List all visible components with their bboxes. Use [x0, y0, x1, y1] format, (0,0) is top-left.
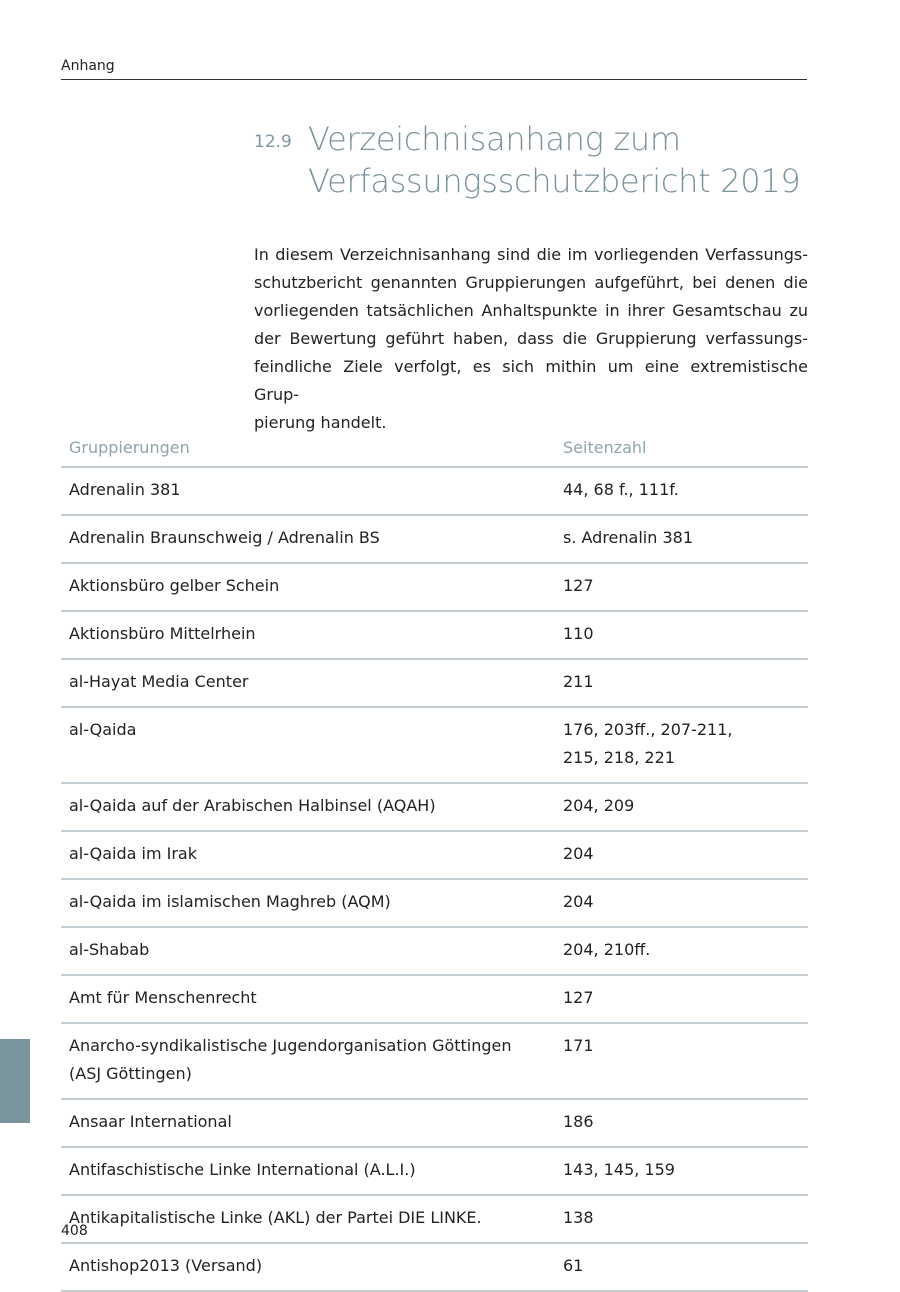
group-name: al-Qaida [61, 707, 546, 783]
page-refs: 176, 203ff., 207-211, 215, 218, 221 [546, 707, 808, 783]
group-name: Aktionsbüro Mittelrhein [61, 611, 546, 659]
table-row [61, 1147, 808, 1195]
page-refs: 127 [546, 975, 808, 1023]
page-refs: s. Adrenalin 381 [546, 515, 808, 563]
intro-line: vorliegenden tatsächlichen Anhaltspunkte in ihrer Gesamtschau zu [254, 301, 808, 320]
table-row [61, 783, 808, 831]
intro-line: der Bewertung geführt haben, dass die Gruppierung verfassungs- [254, 329, 808, 348]
page-refs: 110 [546, 611, 808, 659]
group-name: Aktionsbüro gelber Schein [61, 563, 546, 611]
group-name: Ansaar International [61, 1099, 546, 1147]
table-row [61, 1243, 808, 1291]
group-name: al-Hayat Media Center [61, 659, 546, 707]
page-refs: 61 [546, 1243, 808, 1291]
column-header-group: Gruppierungen [61, 428, 546, 467]
table-row [61, 927, 808, 975]
table-row [61, 563, 808, 611]
group-name: Antikapitalistische Linke (AKL) der Partei DIE LINKE. [61, 1195, 546, 1243]
group-name: al-Qaida im islamischen Maghreb (AQM) [61, 879, 546, 927]
table-row [61, 659, 808, 707]
group-name: Antifaschistische Linke International (A.L.I.) [61, 1147, 546, 1195]
group-name: al-Qaida auf der Arabischen Halbinsel (AQAH) [61, 783, 546, 831]
page-refs: 204, 209 [546, 783, 808, 831]
page-refs: 44, 68 f., 111f. [546, 467, 808, 515]
intro-paragraph [254, 241, 808, 437]
table-row [61, 467, 808, 515]
page-refs: 143, 145, 159 [546, 1147, 808, 1195]
intro-line: In diesem Verzeichnisanhang sind die im vorliegenden Verfassungs- [254, 245, 808, 264]
table-row [61, 879, 808, 927]
intro-line: feindliche Ziele verfolgt, es sich mithin um eine extremistische Grup- [254, 357, 808, 404]
page-refs: 204, 210ff. [546, 927, 808, 975]
section-title-line-2: Verfassungsschutzbericht 2019 [308, 162, 801, 200]
page-refs: 204 [546, 831, 808, 879]
page-refs: 204 [546, 879, 808, 927]
group-index-table [61, 428, 808, 1292]
running-head: Anhang [61, 58, 807, 80]
group-name: Amt für Menschenrecht [61, 975, 546, 1023]
page-refs: 127 [546, 563, 808, 611]
intro-line: schutzbericht genannten Gruppierungen aufgeführt, bei denen die [254, 273, 808, 292]
group-name: Anarcho-syndikalistische Jugendorganisation Göttingen (ASJ Göttingen) [61, 1023, 546, 1099]
intro-line: pierung handelt. [254, 413, 387, 432]
table-row [61, 707, 808, 783]
group-name: Adrenalin 381 [61, 467, 546, 515]
section-heading [254, 118, 800, 202]
table-row [61, 1099, 808, 1147]
table-row [61, 1023, 808, 1099]
column-header-pages: Seitenzahl [546, 428, 808, 467]
section-title-line-1: Verzeichnisanhang zum [308, 120, 681, 158]
group-name: Antishop2013 (Versand) [61, 1243, 546, 1291]
table-row [61, 515, 808, 563]
section-number: 12.9 [254, 132, 292, 152]
page-number: 408 [61, 1223, 88, 1239]
page-refs: 186 [546, 1099, 808, 1147]
table-row [61, 831, 808, 879]
table-row [61, 975, 808, 1023]
table-header-row [61, 428, 808, 467]
table-row [61, 1195, 808, 1243]
group-name: al-Shabab [61, 927, 546, 975]
page-refs: 138 [546, 1195, 808, 1243]
group-name: Adrenalin Braunschweig / Adrenalin BS [61, 515, 546, 563]
page-refs: 171 [546, 1023, 808, 1099]
section-title [308, 118, 800, 202]
table-row [61, 611, 808, 659]
page-refs: 211 [546, 659, 808, 707]
chapter-side-tab [0, 1039, 30, 1123]
group-name: al-Qaida im Irak [61, 831, 546, 879]
